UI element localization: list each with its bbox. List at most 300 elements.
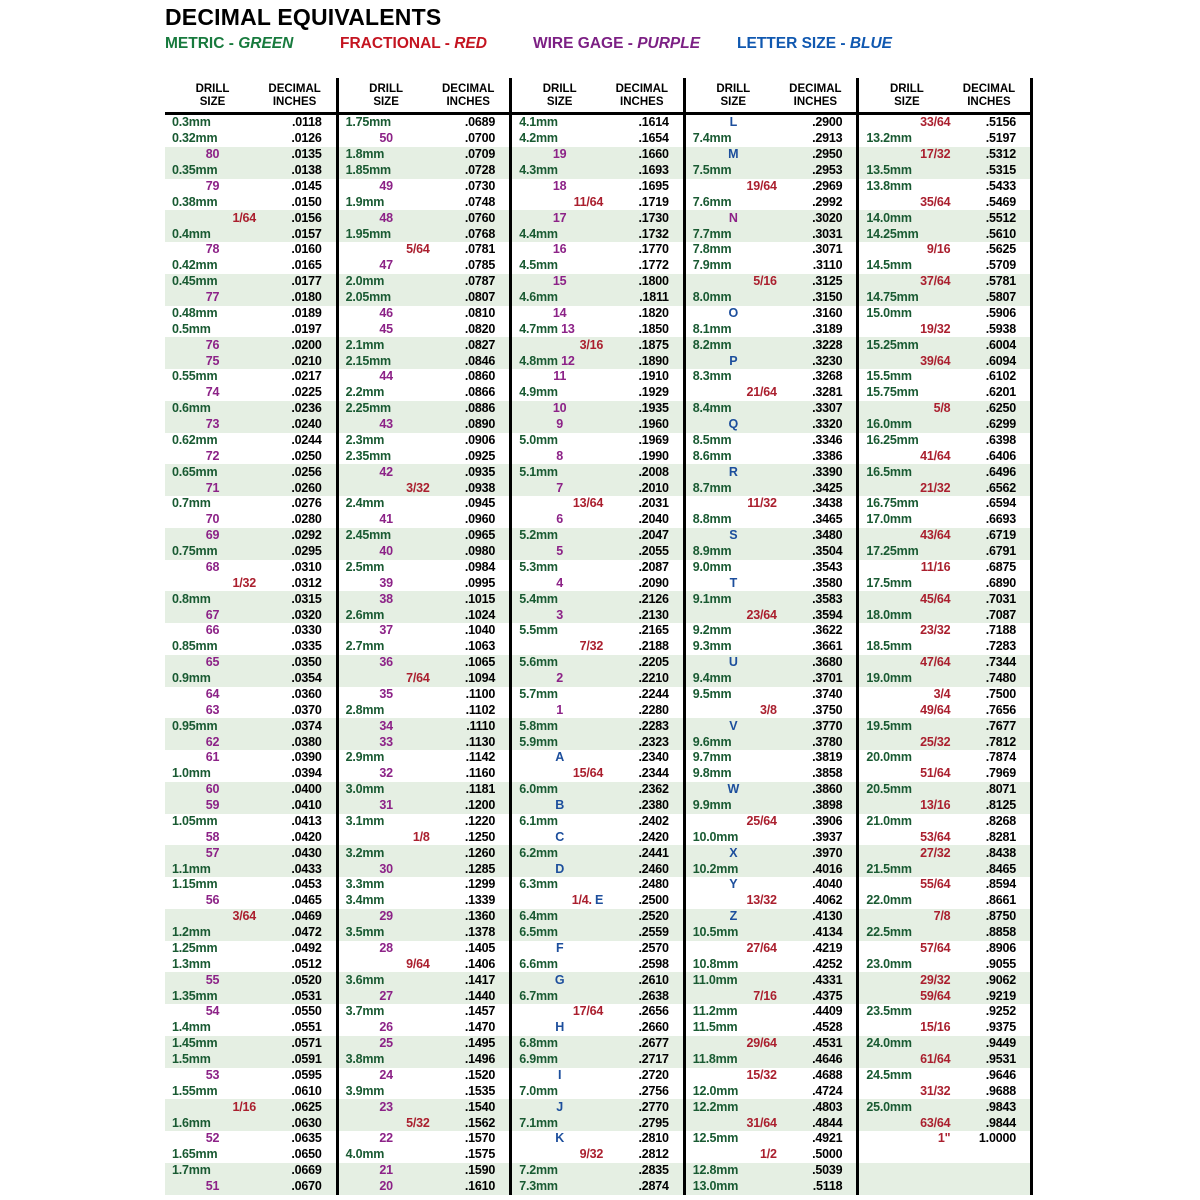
size-metric: 5.9mm <box>519 734 558 749</box>
decimal-inches-value: .0354 <box>291 671 322 686</box>
decimal-inches-value: .2610 <box>638 972 669 987</box>
drill-size-value <box>339 163 434 178</box>
table-row <box>512 1036 683 1052</box>
decimal-inches-value: .1040 <box>464 623 496 638</box>
table-row <box>165 306 336 322</box>
drill-size-value <box>512 1100 607 1115</box>
decimal-inches-value: .0244 <box>291 432 322 447</box>
drill-size-value <box>512 115 607 130</box>
decimal-inches-value: .3346 <box>812 432 843 447</box>
drill-size-value <box>859 1084 954 1099</box>
drill-size-value <box>859 496 954 511</box>
table-row <box>859 210 1030 226</box>
table-row <box>686 782 857 798</box>
drill-size-value <box>339 1084 434 1099</box>
table-row <box>686 544 857 560</box>
table-row <box>165 639 336 655</box>
drill-size-value <box>512 687 607 702</box>
decimal-inches-value: .0469 <box>291 909 322 924</box>
header-line: DECIMAL <box>615 83 668 95</box>
table-row <box>686 226 857 242</box>
drill-size-value <box>512 322 607 337</box>
table-row <box>686 417 857 433</box>
drill-size-value <box>859 973 954 988</box>
table-row <box>859 1147 1030 1163</box>
drill-size-value <box>859 131 954 146</box>
decimal-inches-value: .7480 <box>985 671 1016 686</box>
size-metric: 4.5mm <box>519 258 558 273</box>
table-row <box>686 1163 857 1179</box>
decimal-inches-value: .5938 <box>985 321 1016 336</box>
table-row <box>859 702 1030 718</box>
size-metric: 7.6mm <box>692 194 732 209</box>
decimal-inches-value: .4528 <box>812 1020 843 1035</box>
drill-size-value <box>686 719 781 734</box>
drill-size-value <box>339 131 434 146</box>
size-metric: 8.1mm <box>692 321 732 336</box>
size-metric: 4.7mm <box>519 321 558 336</box>
drill-size-value <box>339 338 434 353</box>
decimal-inches-value: .3228 <box>812 337 843 352</box>
drill-size-value <box>165 227 260 242</box>
decimal-inches-value: .3268 <box>812 369 843 384</box>
header-line: INCHES <box>967 95 1011 108</box>
drill-size-value <box>339 877 434 892</box>
decimal-inches-value: .0650 <box>291 1147 322 1162</box>
drill-size-value <box>165 655 260 670</box>
decimal-inches-value: .0635 <box>291 1131 322 1146</box>
decimal-inches-value: .0700 <box>464 131 496 146</box>
table-row <box>165 369 336 385</box>
size-fractional: 25/32 <box>920 734 951 749</box>
table-row <box>859 1052 1030 1068</box>
size-metric: 1.5mm <box>172 1052 211 1067</box>
drill-size-value <box>859 560 954 575</box>
table-row <box>686 607 857 623</box>
table-row <box>859 242 1030 258</box>
decimal-inches-value: .0866 <box>464 385 496 400</box>
decimal-inches-value: .0827 <box>464 337 496 352</box>
table-row <box>512 544 683 560</box>
decimal-inches-value: .0370 <box>291 702 322 717</box>
size-wire-gage: 60 <box>205 782 220 797</box>
size-wire-gage: 33 <box>379 734 393 749</box>
size-fractional: 15/64 <box>572 766 604 781</box>
size-wire-gage: 5 <box>556 544 564 559</box>
table-row <box>859 417 1030 433</box>
drill-size-header <box>339 83 434 108</box>
table-row <box>859 1004 1030 1020</box>
table-row <box>686 512 857 528</box>
table-row <box>686 480 857 496</box>
table-row <box>859 956 1030 972</box>
drill-size-value <box>859 417 954 432</box>
size-metric: 4.9mm <box>519 385 558 400</box>
size-fractional: 11/16 <box>920 559 951 574</box>
decimal-inches-value: .2340 <box>638 750 669 765</box>
drill-size-value <box>686 877 781 892</box>
size-metric: 5.5mm <box>519 623 558 638</box>
decimal-inches-value: .4646 <box>812 1052 843 1067</box>
decimal-inches-value: .0165 <box>291 258 322 273</box>
decimal-inches-value: .1457 <box>464 1004 496 1019</box>
drill-size-value <box>165 703 260 718</box>
size-letter: W <box>727 782 740 797</box>
legend-item <box>165 35 293 53</box>
decimal-inches-value: .8071 <box>985 782 1016 797</box>
drill-size-value <box>859 385 954 400</box>
decimal-inches-value: .3906 <box>812 813 843 828</box>
table-row <box>512 909 683 925</box>
size-letter: D <box>555 861 565 876</box>
table-row <box>512 639 683 655</box>
drill-size-value <box>859 1068 954 1083</box>
table-row <box>512 528 683 544</box>
decimal-inches-value: .0410 <box>291 798 322 813</box>
decimal-inches-value: .9843 <box>985 1099 1016 1114</box>
table-row <box>165 655 336 671</box>
size-metric: 1.55mm <box>172 1083 218 1098</box>
decimal-inches-value: .3125 <box>812 274 843 289</box>
table-row <box>165 782 336 798</box>
drill-size-value <box>686 941 781 956</box>
table-row <box>512 147 683 163</box>
header-line: SIZE <box>199 95 226 108</box>
size-metric: 2.05mm <box>345 290 391 305</box>
decimal-inches-value: .2656 <box>638 1004 669 1019</box>
size-fractional: 1/8 <box>412 829 430 844</box>
drill-size-value <box>859 544 954 559</box>
decimal-inches-value: .3622 <box>812 623 843 638</box>
table-row <box>512 988 683 1004</box>
table-row <box>859 369 1030 385</box>
size-fractional: 3/8 <box>760 702 777 717</box>
table-row <box>859 131 1030 147</box>
drill-size-value <box>859 798 954 813</box>
table-row <box>339 560 510 576</box>
table-row <box>165 147 336 163</box>
size-fractional: 7/32 <box>579 639 604 654</box>
drill-size-value <box>686 639 781 654</box>
table-row <box>165 321 336 337</box>
size-fractional: 1/2 <box>760 1147 777 1162</box>
decimal-inches-value: .9531 <box>985 1052 1016 1067</box>
decimal-inches-value: .5118 <box>812 1179 843 1194</box>
decimal-inches-header <box>948 83 1030 108</box>
table-row <box>859 750 1030 766</box>
table-row <box>339 718 510 734</box>
size-metric: 21.0mm <box>866 813 912 828</box>
size-letter: V <box>729 718 738 733</box>
decimal-inches-value: .1220 <box>464 813 496 828</box>
size-metric: 23.5mm <box>866 1004 912 1019</box>
table-row <box>339 147 510 163</box>
table-row <box>339 623 510 639</box>
table-row <box>859 845 1030 861</box>
drill-size-value <box>512 623 607 638</box>
size-metric: 2.6mm <box>345 607 385 622</box>
decimal-inches-value: .2717 <box>638 1052 669 1067</box>
drill-size-value <box>165 814 260 829</box>
size-metric: 9.3mm <box>692 639 732 654</box>
size-fractional: 27/64 <box>746 940 777 955</box>
size-fractional: 5/32 <box>406 1115 430 1130</box>
drill-size-value <box>165 1068 260 1083</box>
size-metric: 4.6mm <box>519 290 558 305</box>
drill-size-value <box>512 306 607 321</box>
drill-size-value <box>339 1100 434 1115</box>
drill-size-value <box>339 147 434 162</box>
drill-size-value <box>339 703 434 718</box>
table-row <box>165 845 336 861</box>
header-line: DECIMAL <box>789 83 842 95</box>
drill-size-value <box>165 750 260 765</box>
drill-size-value <box>686 830 781 845</box>
size-metric: 3.8mm <box>345 1052 385 1067</box>
size-letter: F <box>555 940 564 955</box>
size-wire-gage: 41 <box>379 512 393 527</box>
table-row <box>859 925 1030 941</box>
table-row <box>686 321 857 337</box>
drill-size-value <box>686 242 781 257</box>
size-metric: 14.0mm <box>866 210 912 225</box>
table-row <box>859 909 1030 925</box>
table-row <box>339 591 510 607</box>
drill-size-value <box>512 385 607 400</box>
size-fractional: 3/32 <box>406 480 430 495</box>
size-letter: X <box>729 845 738 860</box>
table-row <box>165 528 336 544</box>
size-wire-gage: 46 <box>379 305 393 320</box>
table-column-5 <box>859 78 1033 1195</box>
size-fractional: 31/32 <box>920 1083 951 1098</box>
decimal-inches-value: .3970 <box>812 845 843 860</box>
table-row <box>165 671 336 687</box>
drill-size-value <box>512 369 607 384</box>
table-row <box>339 1131 510 1147</box>
table-row <box>686 623 857 639</box>
drill-size-value <box>686 258 781 273</box>
table-row <box>686 194 857 210</box>
drill-size-value <box>512 655 607 670</box>
header-line: DRILL <box>889 83 924 95</box>
drill-size-value <box>339 941 434 956</box>
size-fractional: 5/8 <box>933 401 951 416</box>
size-metric: 9.9mm <box>692 798 732 813</box>
size-metric: 24.5mm <box>866 1067 912 1082</box>
header-line: DECIMAL <box>268 83 321 95</box>
table-row <box>165 464 336 480</box>
drill-size-value <box>859 814 954 829</box>
table-row <box>859 115 1030 131</box>
size-metric: 16.5mm <box>866 464 912 479</box>
decimal-inches-value: .6693 <box>985 512 1016 527</box>
table-row <box>512 321 683 337</box>
table-row <box>859 861 1030 877</box>
drill-size-value <box>339 306 434 321</box>
drill-size-value <box>512 1179 607 1194</box>
decimal-inches-value: .2362 <box>638 782 669 797</box>
drill-size-value <box>512 560 607 575</box>
decimal-inches-value: .2638 <box>638 988 669 1003</box>
size-metric: 14.5mm <box>866 258 912 273</box>
decimal-inches-value: .0669 <box>291 1163 322 1178</box>
drill-size-value <box>339 862 434 877</box>
table-row <box>339 607 510 623</box>
table-row <box>686 893 857 909</box>
size-fractional: 33/64 <box>920 115 951 130</box>
drill-size-value <box>859 687 954 702</box>
decimal-inches-value: .3189 <box>812 321 843 336</box>
table-row <box>165 1099 336 1115</box>
decimal-inches-value: .1535 <box>464 1083 496 1098</box>
drill-size-value <box>512 496 607 511</box>
table-row <box>512 369 683 385</box>
decimal-inches-value: .6094 <box>985 353 1016 368</box>
table-row <box>165 893 336 909</box>
table-row <box>339 290 510 306</box>
table-column-2 <box>339 78 513 1195</box>
decimal-inches-value: .0145 <box>291 178 322 193</box>
drill-size-value <box>686 750 781 765</box>
size-metric: 6.3mm <box>519 877 558 892</box>
decimal-inches-value: .0984 <box>464 559 496 574</box>
decimal-inches-value: .1570 <box>464 1131 496 1146</box>
drill-size-value <box>512 417 607 432</box>
size-metric: 7.0mm <box>519 1083 558 1098</box>
decimal-inches-value: .1562 <box>464 1115 496 1130</box>
size-letter: A <box>555 750 565 765</box>
decimal-inches-value: .0197 <box>291 321 322 336</box>
table-row <box>512 290 683 306</box>
table-row <box>339 782 510 798</box>
decimal-inches-value: .3819 <box>812 750 843 765</box>
size-fractional: 29/32 <box>920 972 951 987</box>
drill-size-value <box>512 147 607 162</box>
table-row <box>859 988 1030 1004</box>
drill-size-value <box>512 750 607 765</box>
table-row <box>339 544 510 560</box>
decimal-inches-value: .1693 <box>638 163 669 178</box>
column-header <box>165 78 336 115</box>
decimal-inches-value: .6299 <box>985 417 1016 432</box>
decimal-inches-value: .0610 <box>291 1083 322 1098</box>
drill-size-value <box>686 1179 781 1194</box>
legend-item <box>340 35 487 53</box>
header-line: DRILL <box>542 83 577 95</box>
table-row <box>686 1083 857 1099</box>
drill-size-value <box>165 1036 260 1051</box>
size-metric: 7.5mm <box>692 163 732 178</box>
table-row <box>686 941 857 957</box>
size-metric: 2.1mm <box>345 337 385 352</box>
size-wire-gage: 67 <box>205 607 220 622</box>
size-metric: 5.6mm <box>519 655 558 670</box>
legend-category-label: FRACTIONAL - <box>340 35 455 52</box>
table-row <box>339 353 510 369</box>
size-metric: 13.0mm <box>692 1179 739 1194</box>
size-fractional: 7/64 <box>406 671 430 686</box>
drill-size-value <box>339 560 434 575</box>
drill-size-value <box>859 179 954 194</box>
table-row <box>339 1068 510 1084</box>
size-letter: M <box>728 147 739 162</box>
table-row <box>512 1179 683 1195</box>
size-letter: B <box>555 798 565 813</box>
drill-size-value <box>512 433 607 448</box>
size-metric: 9.6mm <box>692 734 732 749</box>
table-row <box>512 417 683 433</box>
drill-size-value <box>165 179 260 194</box>
table-row <box>339 766 510 782</box>
drill-size-value <box>686 369 781 384</box>
size-metric: 24.0mm <box>866 1036 912 1051</box>
table-row <box>165 798 336 814</box>
table-row <box>859 147 1030 163</box>
decimal-inches-value: .2795 <box>638 1115 669 1130</box>
drill-size-value <box>859 1004 954 1019</box>
size-fractional: 13/32 <box>746 893 777 908</box>
table-row <box>339 988 510 1004</box>
size-wire-gage: 2 <box>556 671 564 686</box>
table-row <box>165 607 336 623</box>
table-row <box>859 877 1030 893</box>
size-wire-gage: 44 <box>379 369 393 384</box>
size-wire-gage: 3 <box>556 607 564 622</box>
table-row <box>859 782 1030 798</box>
table-row <box>512 782 683 798</box>
table-row <box>165 480 336 496</box>
header-line: INCHES <box>793 95 838 108</box>
decimal-inches-value: .8661 <box>985 893 1016 908</box>
table-row <box>686 163 857 179</box>
decimal-inches-value: .1575 <box>464 1147 496 1162</box>
table-row <box>686 956 857 972</box>
decimal-inches-value: .0768 <box>464 226 496 241</box>
decimal-inches-value: .0625 <box>291 1099 322 1114</box>
drill-size-value <box>859 766 954 781</box>
size-metric: 1.95mm <box>345 226 391 241</box>
size-fractional: 3/4 <box>933 686 951 701</box>
size-wire-gage: 51 <box>205 1179 220 1194</box>
table-row <box>859 671 1030 687</box>
header-line: SIZE <box>894 95 920 108</box>
decimal-inches-value: .4130 <box>812 909 843 924</box>
size-wire-gage: 27 <box>379 988 393 1003</box>
drill-size-value <box>686 465 781 480</box>
size-metric: 0.3mm <box>172 115 211 130</box>
drill-size-value <box>339 671 434 686</box>
table-row <box>512 845 683 861</box>
column-rows <box>339 115 510 1195</box>
size-wire-gage: 70 <box>205 512 220 527</box>
table-row <box>165 718 336 734</box>
drill-size-value <box>512 274 607 289</box>
decimal-inches-header <box>254 83 336 108</box>
table-row <box>512 163 683 179</box>
size-wire-gage: 8 <box>556 448 564 463</box>
size-metric: 1.4mm <box>172 1020 211 1035</box>
size-wire-gage: 15 <box>552 274 567 289</box>
size-metric: 19.5mm <box>866 718 912 733</box>
drill-size-value <box>339 354 434 369</box>
decimal-inches-value: .3110 <box>812 258 843 273</box>
table-row <box>165 988 336 1004</box>
size-metric: 8.4mm <box>692 401 732 416</box>
decimal-inches-value: .0465 <box>291 893 322 908</box>
size-metric: 10.5mm <box>692 925 739 940</box>
drill-size-value <box>512 957 607 972</box>
